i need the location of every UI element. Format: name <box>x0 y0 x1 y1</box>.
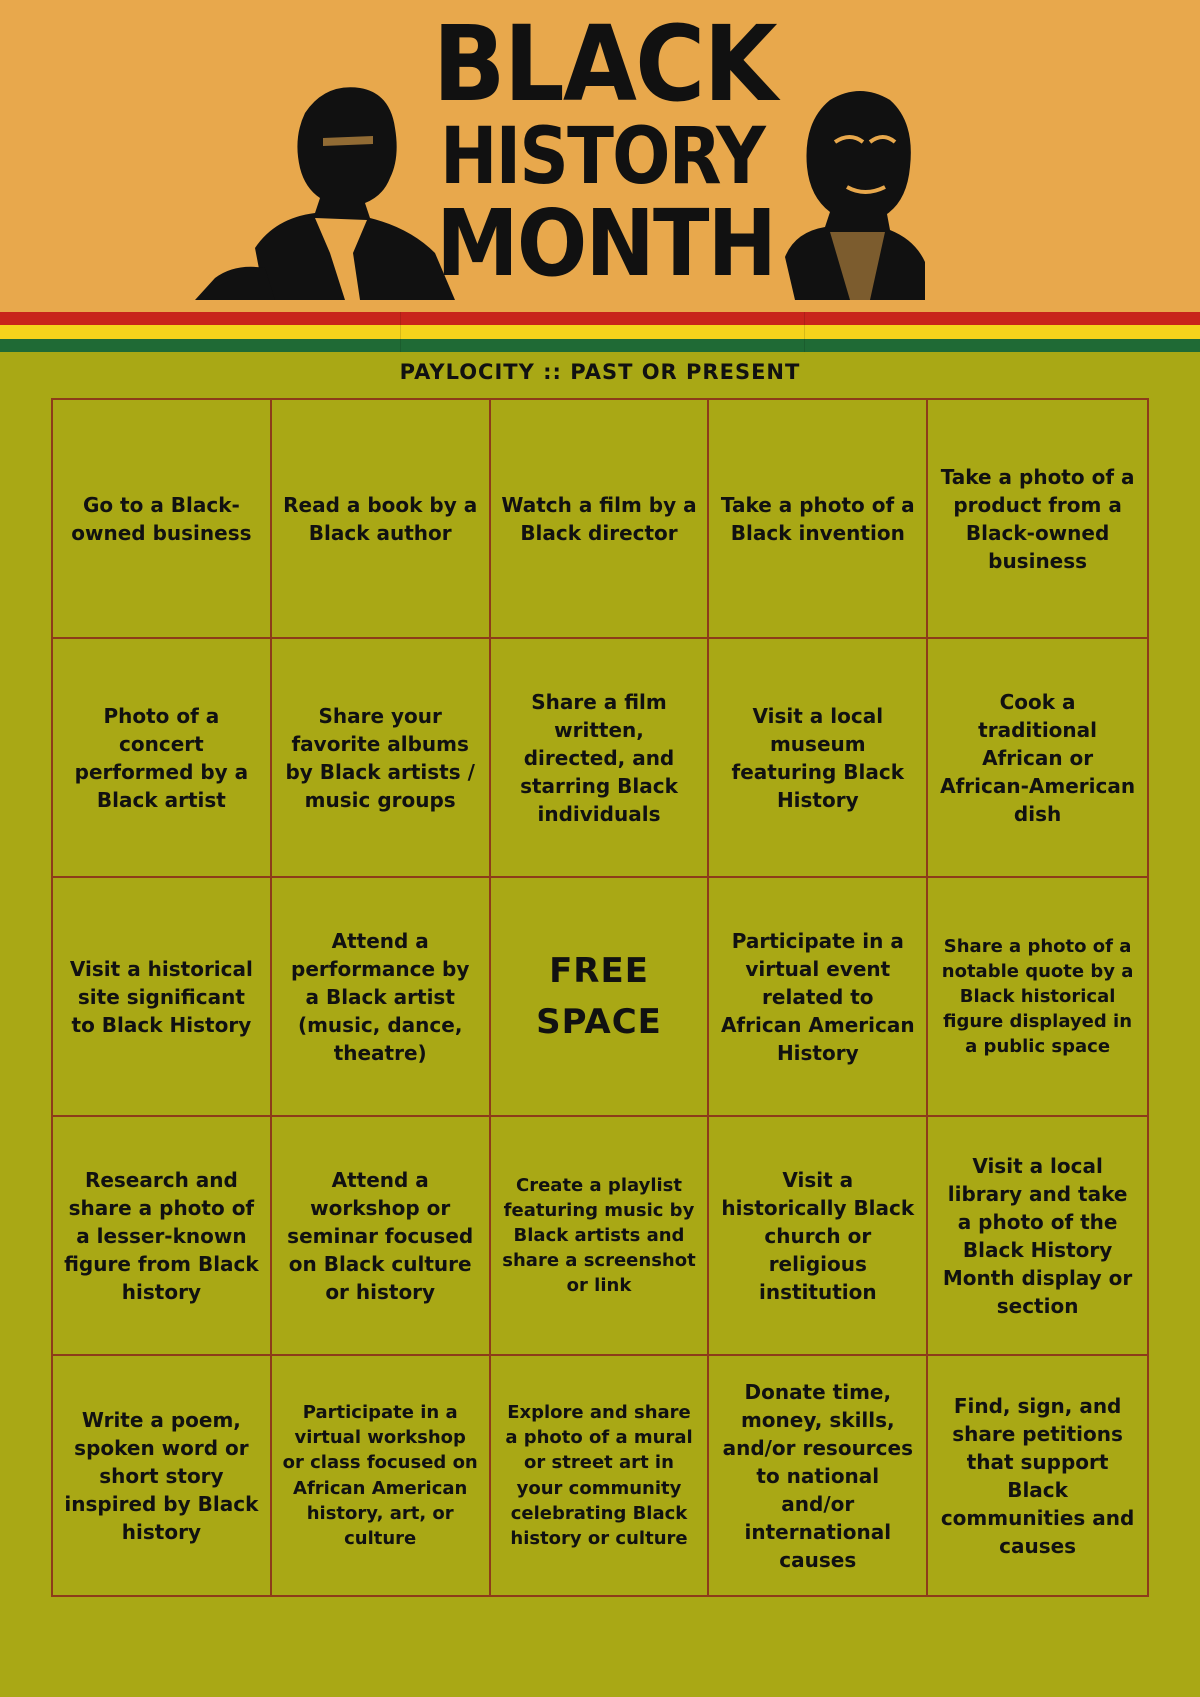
bingo-cell[interactable]: Take a photo of a product from a Black-owned business <box>928 400 1147 639</box>
bingo-cell[interactable]: Research and share a photo of a lesser-known figure from Black history <box>53 1117 272 1356</box>
bingo-cell[interactable]: Visit a local library and take a photo of the Black History Month display or section <box>928 1117 1147 1356</box>
free-space-cell[interactable]: FREE SPACE <box>491 878 710 1117</box>
bingo-cell[interactable]: Write a poem, spoken word or short story inspired by Black history <box>53 1356 272 1595</box>
subtitle: PAYLOCITY :: PAST OR PRESENT <box>399 360 801 384</box>
bingo-board <box>51 398 1149 1597</box>
stripe-divider <box>400 312 401 352</box>
portrait-right-illustration <box>775 82 925 300</box>
title-line-1: BLACK <box>432 3 776 125</box>
bingo-cell[interactable]: Create a playlist featuring music by Black artists and share a screenshot or link <box>491 1117 710 1356</box>
stripe-red <box>0 312 1200 325</box>
bingo-cell[interactable]: Donate time, money, skills, and/or resources to national and/or international causes <box>709 1356 928 1595</box>
stripe-green <box>0 339 1200 352</box>
bingo-cell[interactable]: Share a photo of a notable quote by a Black historical figure displayed in a public space <box>928 878 1147 1117</box>
bingo-cell[interactable]: Take a photo of a Black invention <box>709 400 928 639</box>
bingo-cell[interactable]: Attend a performance by a Black artist (music, dance, theatre) <box>272 878 491 1117</box>
bingo-cell[interactable]: Find, sign, and share petitions that support Black communities and causes <box>940 1393 1135 1558</box>
header-banner <box>0 0 1200 312</box>
bingo-cell[interactable]: Participate in a virtual workshop or class focused on African American history, art, or culture <box>272 1356 491 1595</box>
bingo-cell[interactable]: Go to a Black-owned business <box>53 400 272 639</box>
bingo-cell[interactable]: Participate in a virtual event related to African American History <box>709 878 928 1117</box>
bingo-cell[interactable]: Visit a historically Black church or religious institution <box>709 1117 928 1356</box>
bingo-cell[interactable]: Photo of a concert performed by a Black artist <box>53 639 272 878</box>
title-line-3: MONTH <box>436 190 776 297</box>
bingo-cell[interactable]: Share a film written, directed, and starring Black individuals <box>491 639 710 878</box>
stripe-yellow <box>0 325 1200 339</box>
portrait-left-illustration <box>195 78 455 300</box>
stripe-divider <box>804 312 805 352</box>
title-line-2: HISTORY <box>439 112 765 202</box>
bingo-cell[interactable]: Explore and share a photo of a mural or street art in your community celebrating Black history or culture <box>491 1356 710 1595</box>
bingo-cell[interactable]: Watch a film by a Black director <box>491 400 710 639</box>
bingo-cell[interactable]: Visit a local museum featuring Black History <box>709 639 928 878</box>
title-logo <box>418 3 784 302</box>
bingo-cell[interactable]: Cook a traditional African or African-American dish <box>928 639 1147 878</box>
bingo-cell[interactable]: Share your favorite albums by Black artists / music groups <box>272 639 491 878</box>
bingo-cell[interactable]: Visit a historical site significant to Black History <box>53 878 272 1117</box>
bingo-cell[interactable]: Read a book by a Black author <box>272 400 491 639</box>
bingo-cell[interactable]: Attend a workshop or seminar focused on Black culture or history <box>272 1117 491 1356</box>
